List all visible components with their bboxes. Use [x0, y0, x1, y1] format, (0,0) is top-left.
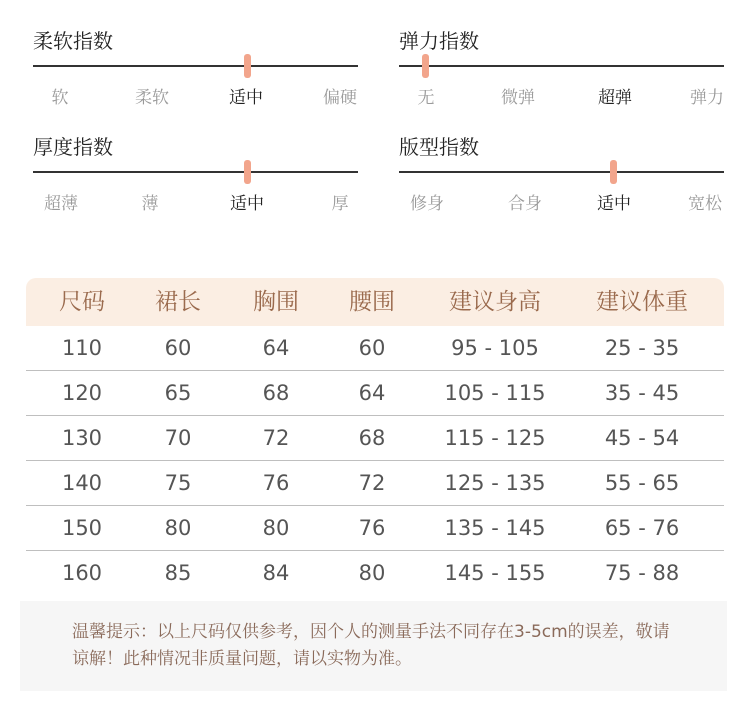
indicator-label: 厚 — [331, 194, 349, 214]
indicator-label: 合身 — [508, 194, 542, 214]
table-body — [26, 326, 724, 596]
indicator-title: 厚度指数 — [33, 135, 113, 159]
cell-waist: 72 — [358, 471, 386, 495]
table-row — [26, 461, 724, 506]
indicator-marker — [244, 54, 251, 78]
indicator-track — [399, 171, 724, 173]
indicator-track — [399, 65, 724, 67]
indicator-title: 版型指数 — [399, 135, 479, 159]
cell-chest: 68 — [262, 381, 290, 405]
header-suggested-weight: 建议体重 — [596, 289, 688, 315]
cell-waist: 68 — [358, 426, 386, 450]
indicator-label: 无 — [417, 88, 435, 108]
cell-suggested-weight: 35 - 45 — [604, 381, 680, 405]
indicator-marker — [244, 160, 251, 184]
cell-chest: 76 — [262, 471, 290, 495]
cell-suggested-height: 115 - 125 — [444, 426, 546, 450]
cell-suggested-height: 105 - 115 — [444, 381, 546, 405]
notice-text: 温馨提示：以上尺码仅供参考，因个人的测量手法不同存在3-5cm的误差，敬请谅解！此种情况非质量问题，请以实物为准。 — [72, 622, 670, 669]
cell-size: 150 — [61, 516, 103, 540]
cell-size: 140 — [61, 471, 103, 495]
indicator-label: 超弹 — [598, 88, 632, 108]
cell-suggested-height: 145 - 155 — [444, 561, 546, 585]
indicator-title: 柔软指数 — [33, 29, 113, 53]
indicator-track — [33, 65, 358, 67]
indicator-label: 弹力 — [690, 88, 724, 108]
cell-waist: 80 — [358, 561, 386, 585]
indicator-label: 微弹 — [501, 88, 535, 108]
table-row — [26, 506, 724, 551]
table-header — [26, 278, 724, 326]
cell-suggested-height: 125 - 135 — [444, 471, 546, 495]
cell-waist: 76 — [358, 516, 386, 540]
table-row — [26, 416, 724, 461]
cell-skirt-length: 60 — [164, 336, 192, 360]
size-table — [26, 278, 724, 596]
cell-suggested-height: 135 - 145 — [444, 516, 546, 540]
softness-indicator — [33, 28, 358, 128]
cell-size: 110 — [61, 336, 103, 360]
cell-skirt-length: 85 — [164, 561, 192, 585]
thickness-indicator — [33, 134, 358, 234]
fit-indicator — [399, 134, 724, 234]
indicator-label: 适中 — [229, 88, 263, 108]
table-row — [26, 371, 724, 416]
cell-waist: 60 — [358, 336, 386, 360]
indicator-label: 修身 — [410, 194, 444, 214]
indicator-label: 适中 — [230, 194, 264, 214]
indicator-marker — [610, 160, 617, 184]
cell-size: 120 — [61, 381, 103, 405]
indicator-label: 薄 — [141, 194, 159, 214]
cell-chest: 84 — [262, 561, 290, 585]
cell-waist: 64 — [358, 381, 386, 405]
cell-suggested-weight: 65 - 76 — [604, 516, 680, 540]
indicator-label: 适中 — [597, 194, 631, 214]
cell-suggested-height: 95 - 105 — [451, 336, 539, 360]
header-size: 尺码 — [59, 289, 105, 315]
cell-size: 130 — [61, 426, 103, 450]
indicator-track — [33, 171, 358, 173]
cell-size: 160 — [61, 561, 103, 585]
header-chest: 胸围 — [253, 289, 299, 315]
table-row — [26, 326, 724, 371]
cell-suggested-weight: 25 - 35 — [604, 336, 680, 360]
cell-skirt-length: 70 — [164, 426, 192, 450]
cell-chest: 72 — [262, 426, 290, 450]
cell-chest: 80 — [262, 516, 290, 540]
cell-skirt-length: 80 — [164, 516, 192, 540]
indicator-label: 软 — [51, 88, 69, 108]
cell-suggested-weight: 45 - 54 — [604, 426, 680, 450]
cell-suggested-weight: 75 - 88 — [604, 561, 680, 585]
table-row — [26, 551, 724, 596]
indicator-title: 弹力指数 — [399, 29, 479, 53]
header-suggested-height: 建议身高 — [449, 289, 541, 315]
indicator-label: 宽松 — [688, 194, 722, 214]
elasticity-indicator — [399, 28, 724, 128]
cell-chest: 64 — [262, 336, 290, 360]
indicator-marker — [422, 54, 429, 78]
indicator-label: 柔软 — [135, 88, 169, 108]
header-skirt-length: 裙长 — [155, 289, 201, 315]
header-waist: 腰围 — [349, 289, 395, 315]
indicator-label: 偏硬 — [323, 88, 357, 108]
cell-skirt-length: 75 — [164, 471, 192, 495]
cell-skirt-length: 65 — [164, 381, 192, 405]
cell-suggested-weight: 55 - 65 — [604, 471, 680, 495]
indicator-label: 超薄 — [44, 194, 78, 214]
notice-box — [20, 601, 727, 691]
